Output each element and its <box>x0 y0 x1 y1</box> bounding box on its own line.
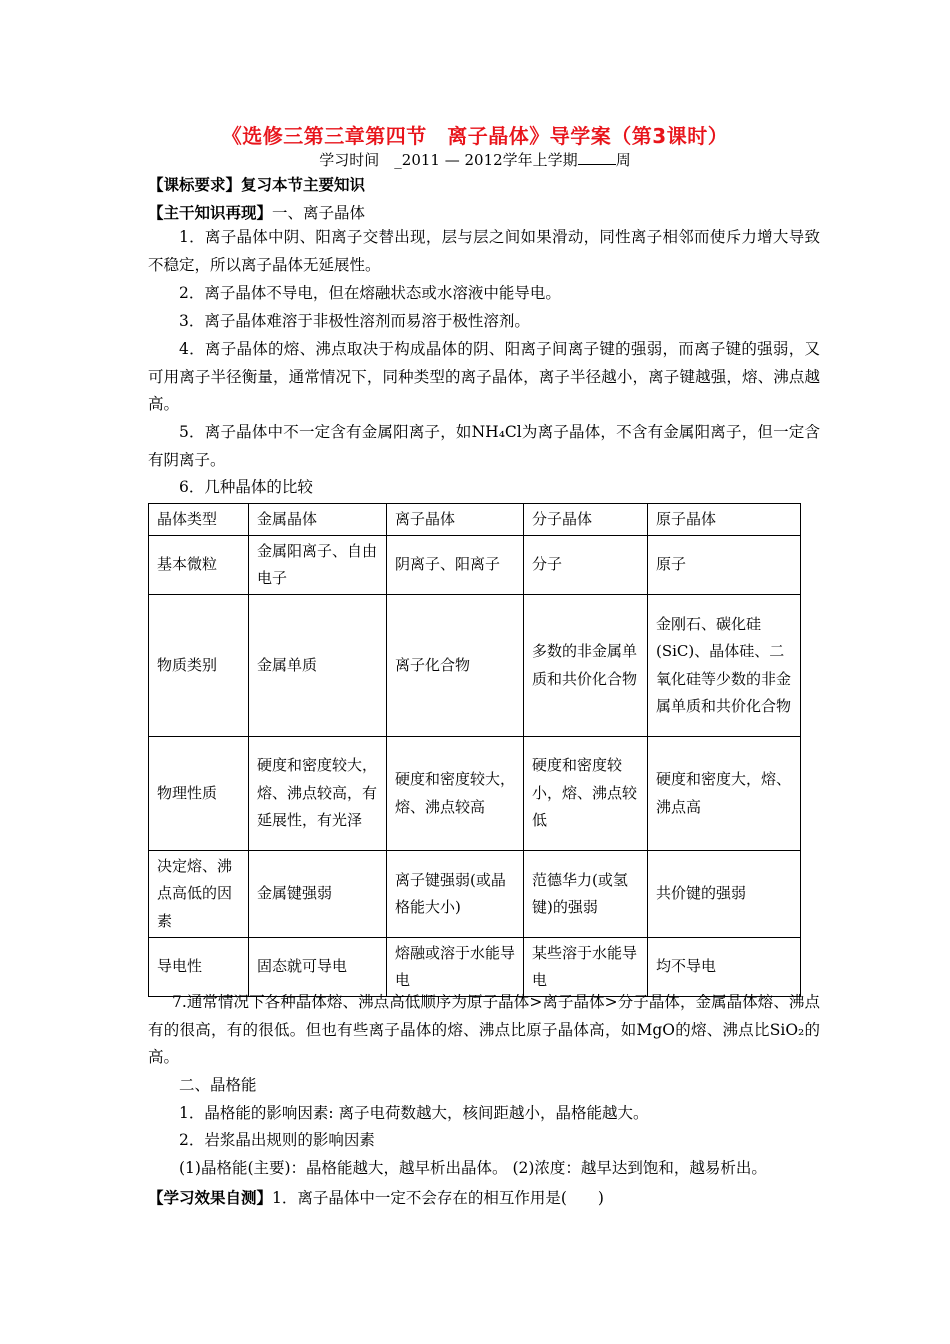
main-knowledge-label: 【主干知识再现】 <box>148 204 273 222</box>
point-5: 5．离子晶体中不一定含有金属阳离子，如NH₄Cl为离子晶体，不含有金属阳离子，但一定含有阴离子。 <box>148 423 820 469</box>
table-row <box>149 595 801 737</box>
page-title: 《选修三第三章第四节 离子晶体》导学案（第3课时） <box>221 124 729 148</box>
table-cell: 物理性质 <box>149 737 249 851</box>
table-cell: 硬度和密度较小，熔、沸点较低 <box>524 737 648 851</box>
table-cell: 范德华力(或氢键)的强弱 <box>524 851 648 938</box>
table-cell: 某些溶于水能导电 <box>524 938 648 997</box>
table-cell: 金属键强弱 <box>249 851 387 938</box>
main-knowledge-heading <box>148 201 820 223</box>
table-cell: 硬度和密度大，熔、沸点高 <box>648 737 801 851</box>
section-one-title: 一、离子晶体 <box>272 204 366 222</box>
table-cell: 硬度和密度较大，熔、沸点较高 <box>387 737 524 851</box>
table-cell: 晶体类型 <box>149 504 249 536</box>
table-cell: 离子晶体 <box>387 504 524 536</box>
point-3: 3．离子晶体难溶于非极性溶剂而易溶于极性溶剂。 <box>179 312 530 330</box>
table-cell: 物质类别 <box>149 595 249 737</box>
point-6: 6．几种晶体的比较 <box>179 478 313 496</box>
lattice-point-1: 1．晶格能的影响因素: 离子电荷数越大，核间距越小，晶格能越大。 <box>179 1104 649 1122</box>
table-cell: 阴离子、阳离子 <box>387 536 524 595</box>
point-7: 7.通常情况下各种晶体熔、沸点高低顺序为原子晶体>离子晶体>分子晶体，金属晶体熔、沸点有的很高，有的很低。但也有些离子晶体的熔、沸点比原子晶体高，如MgO的熔、沸点比SiO₂的高。 <box>148 993 820 1066</box>
table-cell: 离子键强弱(或晶格能大小) <box>387 851 524 938</box>
table-cell: 金属单质 <box>249 595 387 737</box>
table-cell: 熔融或溶于水能导电 <box>387 938 524 997</box>
point-1: 1．离子晶体中阴、阳离子交替出现，层与层之间如果滑动，同性离子相邻而使斥力增大导致不稳定，所以离子晶体无延展性。 <box>148 228 820 274</box>
table-cell: 固态就可导电 <box>249 938 387 997</box>
table-cell: 基本微粒 <box>149 536 249 595</box>
table-row <box>149 938 801 997</box>
table-cell: 金属晶体 <box>249 504 387 536</box>
point-2: 2．离子晶体不导电，但在熔融状态或水溶液中能导电。 <box>179 284 561 302</box>
table-cell: 决定熔、沸点高低的因素 <box>149 851 249 938</box>
table-cell: 金刚石、碳化硅(SiC)、晶体硅、二氧化硅等少数的非金属单质和共价化合物 <box>648 595 801 737</box>
table-row <box>149 851 801 938</box>
study-time-prefix: 学习时间 _2011 — 2012学年上学期 <box>319 151 578 169</box>
point-4: 4．离子晶体的熔、沸点取决于构成晶体的阴、阳离子间离子键的强弱，而离子键的强弱，又可用离子半径衡量，通常情况下，同种类型的离子晶体，离子半径越小，离子键越强，熔、沸点越高。 <box>148 340 820 413</box>
study-time-suffix: 周 <box>615 151 631 169</box>
lattice-point-2: 2．岩浆晶出规则的影响因素 <box>179 1131 375 1149</box>
self-test-question-1: 1．离子晶体中一定不会存在的相互作用是( ) <box>272 1189 604 1207</box>
crystal-comparison-table <box>148 503 801 997</box>
table-row <box>149 536 801 595</box>
table-cell: 导电性 <box>149 938 249 997</box>
table-cell: 原子 <box>648 536 801 595</box>
table-cell: 分子晶体 <box>524 504 648 536</box>
week-blank <box>578 152 616 165</box>
table-cell: 共价键的强弱 <box>648 851 801 938</box>
table-row <box>149 737 801 851</box>
table-cell: 多数的非金属单质和共价化合物 <box>524 595 648 737</box>
table-header-row <box>149 504 801 536</box>
table-cell: 硬度和密度较大，熔、沸点较高，有延展性，有光泽 <box>249 737 387 851</box>
table-cell: 分子 <box>524 536 648 595</box>
table-cell: 原子晶体 <box>648 504 801 536</box>
table-cell: 金属阳离子、自由电子 <box>249 536 387 595</box>
table-cell: 离子化合物 <box>387 595 524 737</box>
self-test-line <box>148 1186 820 1208</box>
section-two-title: 二、晶格能 <box>179 1076 257 1094</box>
lattice-point-3: (1)晶格能(主要)：晶格能越大，越早析出晶体。 (2)浓度：越早达到饱和，越易析出。 <box>179 1159 767 1177</box>
curriculum-requirement: 【课标要求】复习本节主要知识 <box>148 176 366 194</box>
self-test-label: 【学习效果自测】 <box>148 1189 273 1207</box>
study-time-line <box>0 149 950 170</box>
table-cell: 均不导电 <box>648 938 801 997</box>
